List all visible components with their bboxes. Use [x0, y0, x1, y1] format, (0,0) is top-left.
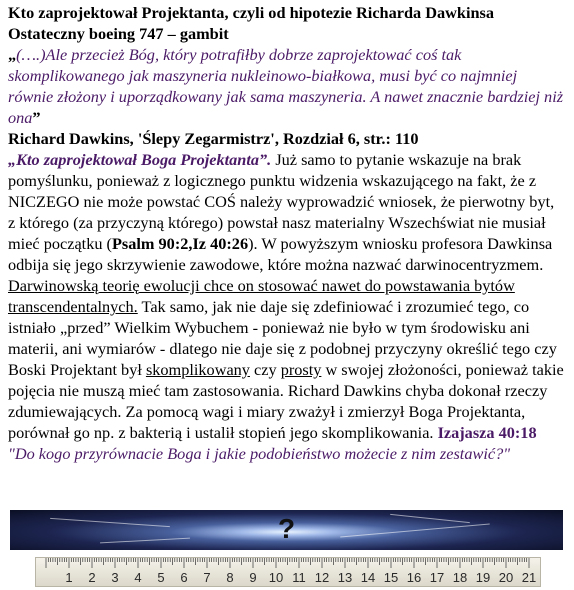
ruler-label: 16 — [406, 570, 422, 585]
ruler-scale — [36, 558, 541, 587]
article — [8, 2, 564, 464]
ruler-label: 3 — [111, 570, 119, 585]
ruler-label: 12 — [314, 570, 330, 585]
lead-quote: „Kto zaprojektował Boga Projektanta”. — [8, 150, 272, 169]
quote-text: (….)Ale przecież Bóg, który potrafiłby dobrze zaprojektować coś tak skomplikowanego jak maszyneria nukleinowo-białkowa, musi być co najmniej równie złożony i uporządkowany jak sama maszyneria. A nawet znacznie bardziej niż ona — [8, 45, 564, 127]
space-image — [10, 510, 563, 550]
ruler-label: 20 — [498, 570, 514, 585]
final-quote: "Do kogo przyrównacie Boga i jakie podobieństwo możecie z nim zestawić?" — [8, 444, 511, 463]
ruler-label: 13 — [337, 570, 353, 585]
quote-open-mark: „ — [8, 45, 17, 64]
ruler-label: 15 — [383, 570, 399, 585]
ruler-label: 14 — [360, 570, 376, 585]
body-text-5: w swojej złożoności, ponieważ takie pojęcia nie muszą mieć tam zastosowania. Richard Dawkins chyba dokonał rzeczy zdumiewających. Za pomocą wagi i miary zważył i zmierzył Boga Projektanta, porównał go np. z bakterią i ustalił stopień jego skomplikowania. — [8, 360, 564, 442]
bible-ref-isaiah: Iz 40:26 — [192, 234, 249, 253]
question-mark: ? — [277, 513, 296, 544]
ruler-label: 11 — [292, 570, 306, 585]
ruler-label: 6 — [180, 570, 188, 585]
body-text-2: ). W powyższym wniosku profesora Dawkinsa odbija się jego skrzywienie zawodowe, które można nazwać darwinocentryzmem. — [8, 234, 553, 274]
ruler-label: 5 — [157, 570, 165, 585]
bible-ref-sep: , — [188, 234, 193, 253]
body-text-3: Tak samo, jak nie daje się zdefiniować i zrozumieć tego, co istniało „przed” Wielkim Wybuchem - ponieważ nie było w tym środowisku ani materii, ani wymiarów - dlatego nie daje się z podobnej przyczyny określić tego czy Boski Projektant był — [8, 297, 557, 379]
body-paragraph — [8, 149, 564, 464]
body-text-1: Już samo to pytanie wskazuje na brak pomyślunku, ponieważ z logicznego punktu widzenia wskazującego na fakt, że z NICZEGO nie może powstać COŚ należy wyprowadzić wniosek, że pierwotny byt, z którego (za przyczyną którego) powstał nasz materialny Wszechświat nie musiał mieć początku ( — [8, 150, 555, 253]
article-subtitle: Ostateczny boeing 747 – gambit — [8, 24, 229, 43]
article-title: Kto zaprojektował Projektanta, czyli od hipotezie Richarda Dawkinsa — [8, 3, 494, 22]
ruler-image — [35, 557, 541, 587]
ruler-label: 19 — [475, 570, 491, 585]
ruler-label: 4 — [134, 570, 142, 585]
dawkins-quote — [8, 44, 564, 128]
body-text-4: czy — [249, 360, 281, 379]
ruler-label: 18 — [452, 570, 468, 585]
bible-ref-isaiah-40-18: Izajasza 40:18 — [437, 423, 537, 442]
underlined-claim: Darwinowską teorię ewolucji chce on stosować nawet do powstawania bytów transcendentalnych. — [8, 276, 515, 316]
ruler-label: 17 — [429, 570, 445, 585]
ruler-label: 9 — [249, 570, 257, 585]
ruler-label: 2 — [88, 570, 96, 585]
ruler-label: 10 — [268, 570, 284, 585]
underlined-simple: prosty — [280, 360, 322, 379]
underlined-complex: skomplikowany — [145, 360, 250, 379]
ruler-label: 21 — [521, 570, 537, 585]
citation: Richard Dawkins, 'Ślepy Zegarmistrz', Rozdział 6, str.: 110 — [8, 129, 419, 148]
ruler-label: 8 — [226, 570, 234, 585]
bible-ref-psalm: Psalm 90:2 — [111, 234, 189, 253]
quote-close-mark: ” — [32, 108, 41, 127]
ruler-label: 7 — [203, 570, 211, 585]
ruler-label: 1 — [65, 570, 73, 585]
